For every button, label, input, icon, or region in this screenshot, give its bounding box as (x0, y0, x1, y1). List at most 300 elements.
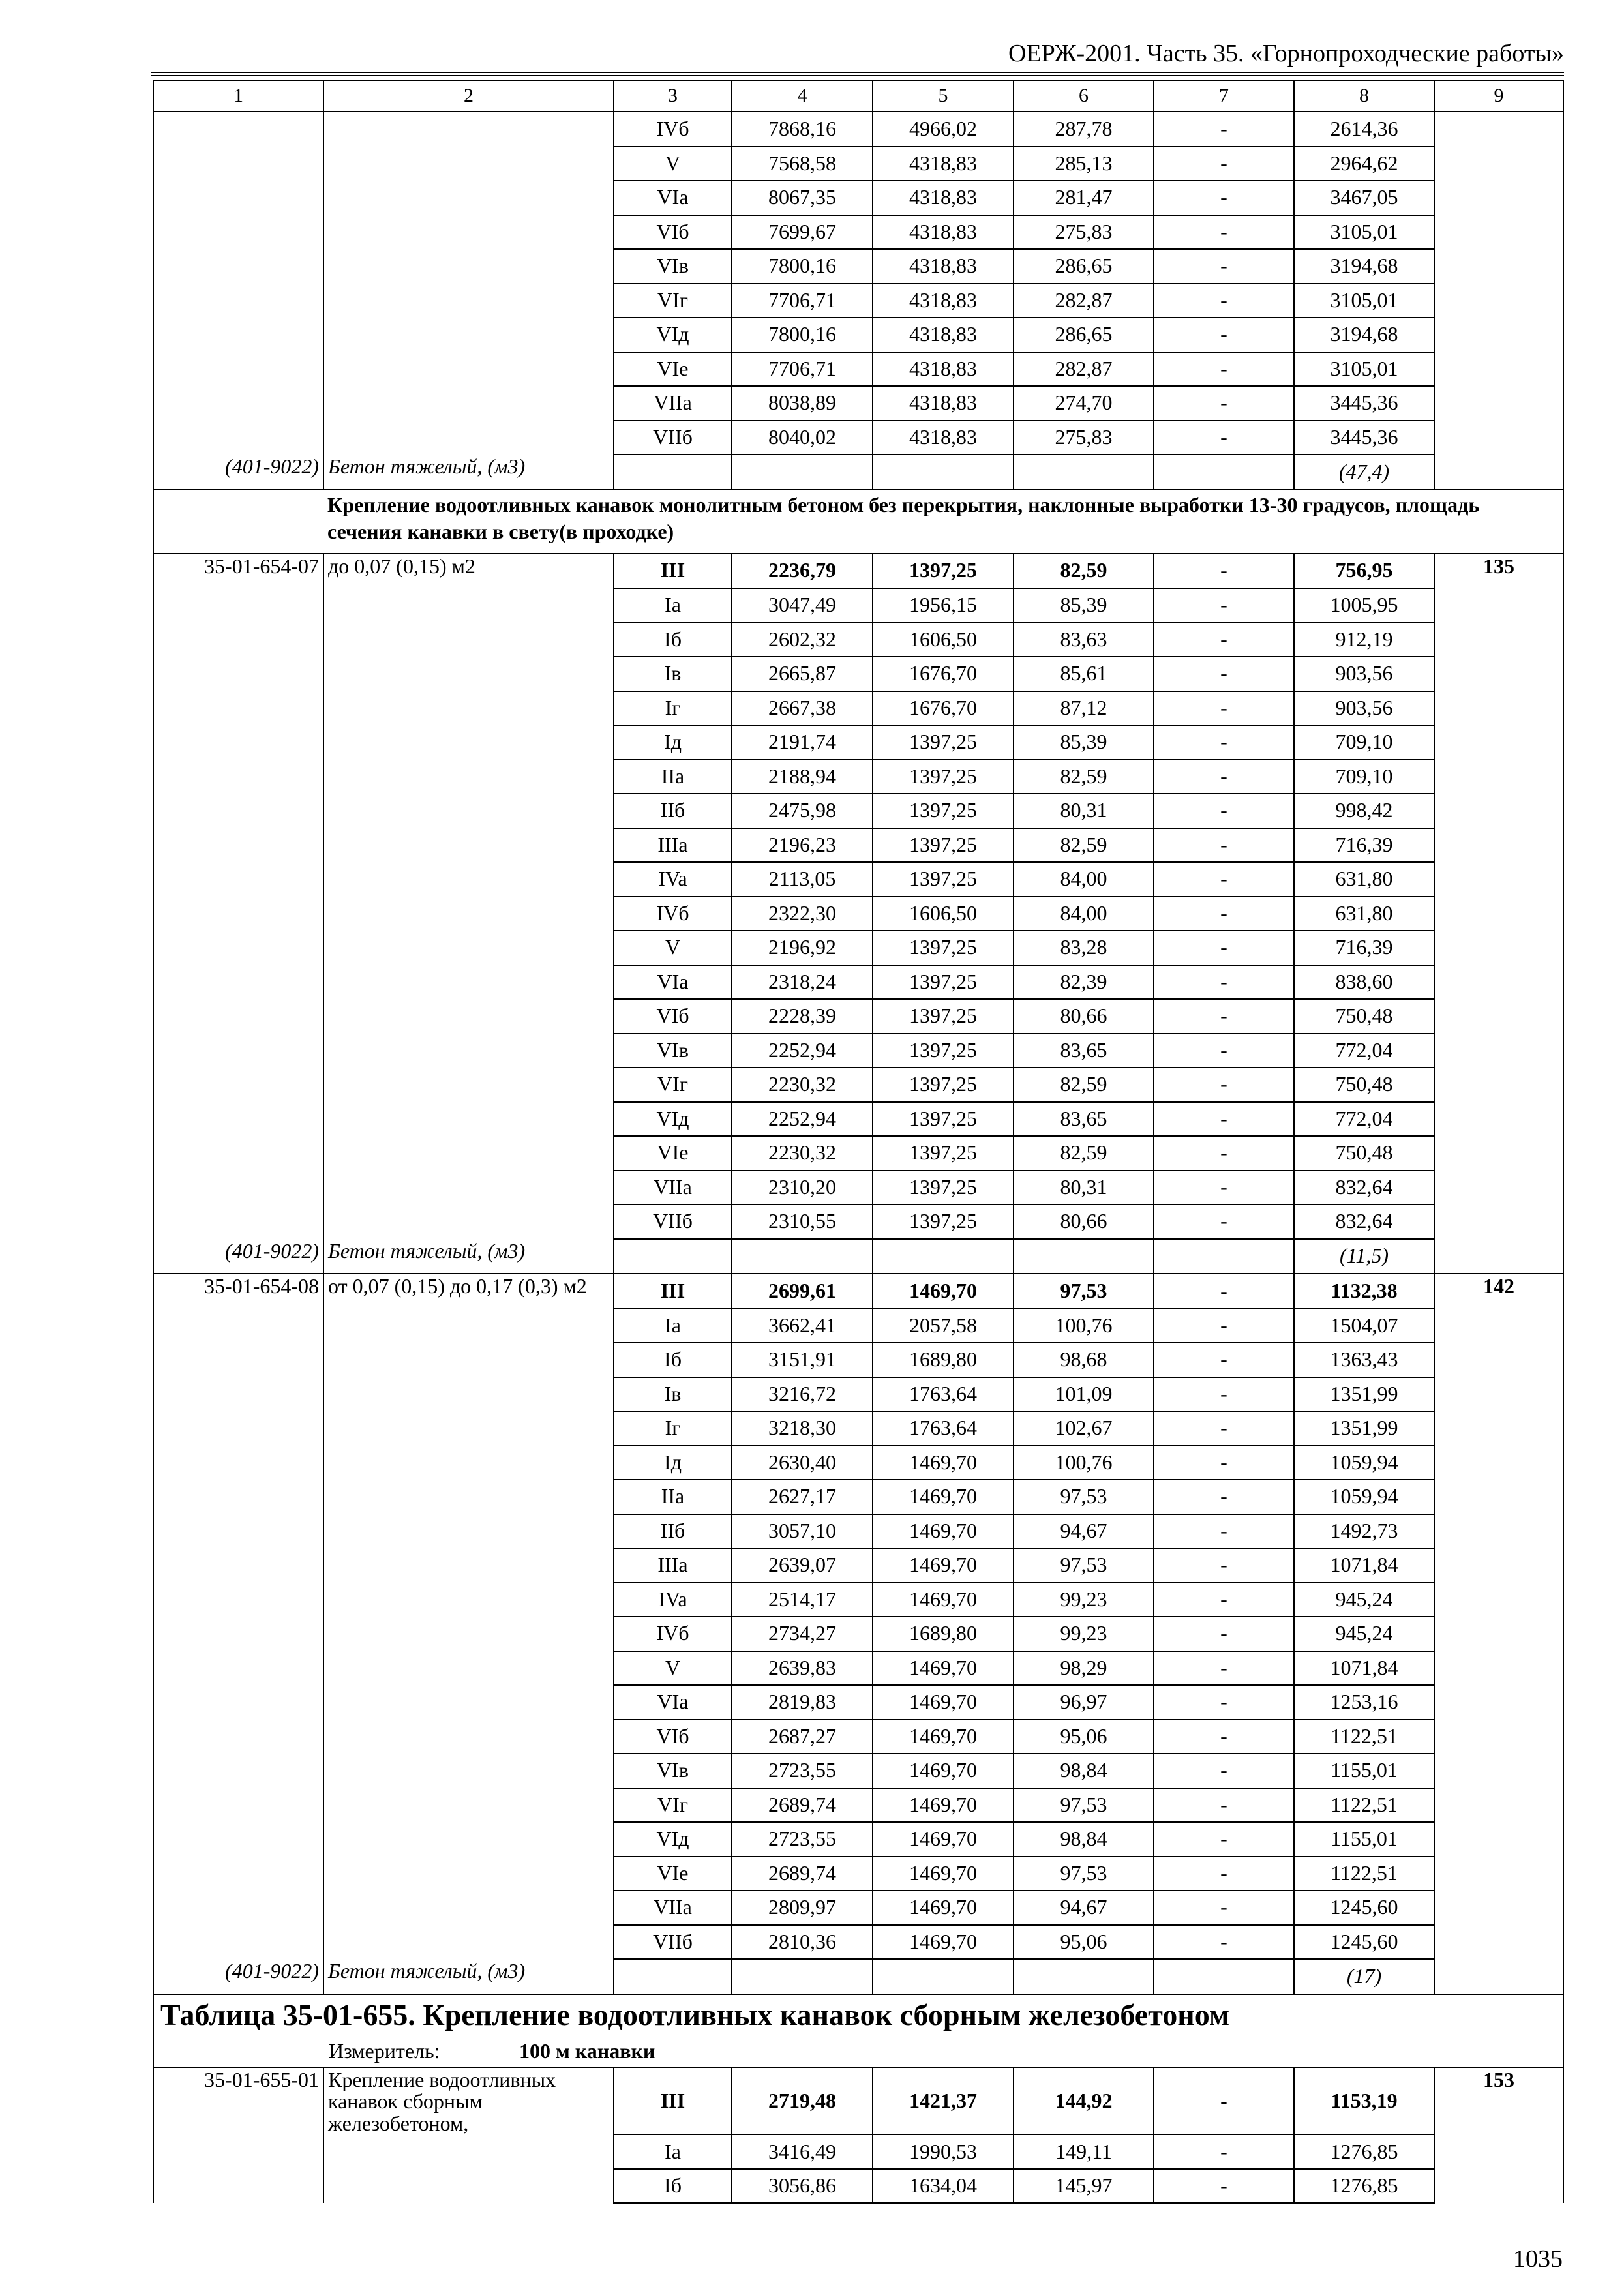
data-cell: 80,66 (1014, 1204, 1154, 1239)
resource-code: (401-9022) (153, 455, 323, 490)
table-row (153, 386, 1563, 421)
rate-code-cell (153, 897, 323, 931)
work-name-cell (323, 147, 614, 181)
data-cell: VIд (614, 1822, 732, 1857)
data-cell: 7706,71 (732, 284, 873, 318)
data-cell: 3151,91 (732, 1343, 873, 1377)
data-cell: Ia (614, 2134, 732, 2169)
data-cell: Iб (614, 2169, 732, 2204)
data-cell: 4318,83 (873, 421, 1014, 455)
data-cell: 1469,70 (873, 1514, 1014, 1549)
table-row (153, 1788, 1563, 1823)
resource-code: (401-9022) (153, 1239, 323, 1274)
col9-cell (1434, 215, 1563, 250)
data-cell: Ia (614, 1309, 732, 1343)
data-cell: 1245,60 (1294, 1925, 1434, 1960)
data-cell: III (614, 554, 732, 589)
work-name-cell (323, 794, 614, 828)
table-row (153, 1171, 1563, 1205)
data-cell: 7706,71 (732, 352, 873, 387)
rate-code-cell (153, 1068, 323, 1102)
data-cell: 1990,53 (873, 2134, 1014, 2169)
data-cell: 2196,23 (732, 828, 873, 863)
data-cell: 95,06 (1014, 1925, 1154, 1960)
data-cell: - (1154, 1309, 1294, 1343)
data-cell: 2310,55 (732, 1204, 873, 1239)
data-cell: 3047,49 (732, 588, 873, 623)
rate-code-cell (153, 862, 323, 897)
table-row (153, 1720, 1563, 1754)
work-name-cell (323, 862, 614, 897)
data-cell: 100,76 (1014, 1309, 1154, 1343)
data-cell: 1122,51 (1294, 1857, 1434, 1891)
rate-code-cell (153, 1754, 323, 1788)
data-cell: 99,23 (1014, 1583, 1154, 1617)
data-cell: 80,31 (1014, 1171, 1154, 1205)
data-cell: - (1154, 1754, 1294, 1788)
work-name-cell (323, 1204, 614, 1239)
table-row (153, 1102, 1563, 1137)
column-number: 2 (323, 80, 614, 112)
rate-code-cell: 35-01-654-08 (153, 1274, 323, 1309)
data-cell: 1469,70 (873, 1480, 1014, 1514)
table-row (153, 1822, 1563, 1857)
data-cell: 2614,36 (1294, 112, 1434, 147)
data-cell: - (1154, 588, 1294, 623)
column-number: 9 (1434, 80, 1563, 112)
col9-cell (1434, 386, 1563, 421)
running-header: ОЕРЖ-2001. Часть 35. «Горнопроходческие работы» (1008, 40, 1564, 67)
col9-cell (1434, 1480, 1563, 1514)
data-cell: Iб (614, 623, 732, 657)
col9-cell (1434, 1788, 1563, 1823)
col9-cell (1434, 1617, 1563, 1651)
data-cell: III (614, 1274, 732, 1309)
data-cell: 903,56 (1294, 691, 1434, 726)
data-cell: 3105,01 (1294, 215, 1434, 250)
col9-cell (1434, 1548, 1563, 1583)
work-name-cell (323, 1377, 614, 1412)
data-cell: 1071,84 (1294, 1651, 1434, 1686)
table-row (153, 1548, 1563, 1583)
data-cell: 631,80 (1294, 897, 1434, 931)
data-cell: 1469,70 (873, 1548, 1014, 1583)
col9-cell (1434, 112, 1563, 147)
data-cell: 2514,17 (732, 1583, 873, 1617)
data-cell: 84,00 (1014, 862, 1154, 897)
data-cell: 3416,49 (732, 2134, 873, 2169)
data-cell: 275,83 (1014, 421, 1154, 455)
work-name-cell (323, 931, 614, 965)
data-cell: 2665,87 (732, 657, 873, 691)
col9-cell (1434, 691, 1563, 726)
table-row (153, 828, 1563, 863)
data-cell: 1397,25 (873, 725, 1014, 760)
table-row (153, 623, 1563, 657)
data-cell: 750,48 (1294, 999, 1434, 1034)
work-name-cell (323, 215, 614, 250)
resource-qty: (17) (1294, 1959, 1434, 1994)
table-row (153, 1068, 1563, 1102)
data-cell: - (1154, 421, 1294, 455)
col9-cell (1434, 760, 1563, 794)
work-name-cell (323, 1171, 614, 1205)
col9-cell (1434, 318, 1563, 352)
work-name-cell (323, 1788, 614, 1823)
work-name-cell (323, 1720, 614, 1754)
data-cell: 3218,30 (732, 1411, 873, 1446)
data-cell: 97,53 (1014, 1480, 1154, 1514)
col9-cell (1434, 1891, 1563, 1925)
table-row (153, 1034, 1563, 1068)
col9-cell (1434, 1754, 1563, 1788)
rate-code-cell: 35-01-654-07 (153, 554, 323, 589)
data-cell: 750,48 (1294, 1068, 1434, 1102)
data-cell: VIе (614, 1136, 732, 1171)
resource-code: (401-9022) (153, 1959, 323, 1994)
table-row (153, 1891, 1563, 1925)
table-row (153, 1377, 1563, 1412)
data-cell: - (1154, 1651, 1294, 1686)
work-name-cell: до 0,07 (0,15) м2 (323, 554, 614, 589)
data-cell: Iв (614, 1377, 732, 1412)
data-cell: 1469,70 (873, 1891, 1014, 1925)
data-cell: 7568,58 (732, 147, 873, 181)
empty-cell (873, 1239, 1014, 1274)
data-cell: 1504,07 (1294, 1309, 1434, 1343)
data-cell: - (1154, 284, 1294, 318)
rate-code-cell (153, 725, 323, 760)
section-description: Крепление водоотливных канавок монолитным бетоном без перекрытия, наклонные выработки 13-30 градусов, площадь сечения канавки в свету(в проходке) (323, 490, 1563, 554)
data-cell: 998,42 (1294, 794, 1434, 828)
data-cell: 1005,95 (1294, 588, 1434, 623)
data-cell: 1132,38 (1294, 1274, 1434, 1309)
resource-name: Бетон тяжелый, (м3) (323, 1959, 614, 1994)
data-cell: - (1154, 181, 1294, 215)
col9-cell (1434, 1204, 1563, 1239)
rate-code-cell (153, 1685, 323, 1720)
column-number: 6 (1014, 80, 1154, 112)
col9-cell (1434, 181, 1563, 215)
data-cell: - (1154, 760, 1294, 794)
data-cell: - (1154, 249, 1294, 284)
data-cell: 2318,24 (732, 965, 873, 1000)
table-row (153, 1583, 1563, 1617)
table-row (153, 657, 1563, 691)
data-cell: 3216,72 (732, 1377, 873, 1412)
data-cell: 1469,70 (873, 1857, 1014, 1891)
data-cell: 2819,83 (732, 1685, 873, 1720)
work-name-cell (323, 352, 614, 387)
data-cell: 716,39 (1294, 931, 1434, 965)
work-name-cell (323, 1925, 614, 1960)
data-cell: 1763,64 (873, 1411, 1014, 1446)
data-cell: 2627,17 (732, 1480, 873, 1514)
column-number: 1 (153, 80, 323, 112)
data-cell: - (1154, 828, 1294, 863)
col9-cell (1434, 1034, 1563, 1068)
rate-code-cell (153, 2169, 323, 2204)
col9-cell (1434, 1925, 1563, 1960)
rate-code-cell (153, 1343, 323, 1377)
data-cell: 3662,41 (732, 1309, 873, 1343)
data-cell: 1676,70 (873, 657, 1014, 691)
data-cell: 1397,25 (873, 1204, 1014, 1239)
col9-cell (1434, 1411, 1563, 1446)
empty-cell (732, 1959, 873, 1994)
data-cell: 3105,01 (1294, 284, 1434, 318)
rate-code-cell (153, 691, 323, 726)
rate-code-cell (153, 1788, 323, 1823)
col9-cell (1434, 1102, 1563, 1137)
data-cell: VIб (614, 999, 732, 1034)
data-cell: - (1154, 318, 1294, 352)
table-title: Таблица 35-01-655. Крепление водоотливных канавок сборным железобетоном (153, 1994, 1563, 2037)
rate-code-cell (153, 1925, 323, 1960)
col9-cell (1434, 623, 1563, 657)
rate-code-cell (153, 1377, 323, 1412)
data-cell: 1469,70 (873, 1685, 1014, 1720)
data-cell: 1397,25 (873, 794, 1014, 828)
work-name-cell (323, 1583, 614, 1617)
column-number: 7 (1154, 80, 1294, 112)
data-cell: 750,48 (1294, 1136, 1434, 1171)
col9-cell (1434, 2134, 1563, 2169)
data-cell: - (1154, 1102, 1294, 1137)
data-cell: - (1154, 1822, 1294, 1857)
table-row (153, 2134, 1563, 2169)
data-cell: 82,59 (1014, 1136, 1154, 1171)
data-cell: 281,47 (1014, 181, 1154, 215)
data-cell: 4318,83 (873, 386, 1014, 421)
data-cell: 99,23 (1014, 1617, 1154, 1651)
data-cell: 1153,19 (1294, 2067, 1434, 2135)
rate-code-cell (153, 1514, 323, 1549)
data-cell: VIв (614, 1034, 732, 1068)
work-name-cell (323, 691, 614, 726)
col9-cell (1434, 1857, 1563, 1891)
header-rule-2 (151, 75, 1564, 76)
rate-code-cell (153, 1651, 323, 1686)
resource-name: Бетон тяжелый, (м3) (323, 1239, 614, 1274)
col9-cell (1434, 352, 1563, 387)
data-cell: 80,66 (1014, 999, 1154, 1034)
data-cell: 1606,50 (873, 623, 1014, 657)
measure-cell (153, 2037, 1563, 2067)
data-cell: VIIa (614, 1171, 732, 1205)
data-cell: - (1154, 1136, 1294, 1171)
column-number: 4 (732, 80, 873, 112)
rate-code-cell (153, 623, 323, 657)
data-cell: VIг (614, 284, 732, 318)
data-cell: IVб (614, 112, 732, 147)
data-cell: 2230,32 (732, 1136, 873, 1171)
data-cell: VIе (614, 352, 732, 387)
column-number-row (153, 80, 1563, 112)
data-cell: 1245,60 (1294, 1891, 1434, 1925)
data-cell: - (1154, 1617, 1294, 1651)
table-row (153, 1925, 1563, 1960)
data-cell: - (1154, 725, 1294, 760)
table-row (153, 215, 1563, 250)
work-name-cell (323, 421, 614, 455)
data-cell: 1397,25 (873, 1068, 1014, 1102)
data-cell: 1689,80 (873, 1343, 1014, 1377)
data-cell: 82,59 (1014, 760, 1154, 794)
data-cell: 1397,25 (873, 862, 1014, 897)
table-row (153, 1446, 1563, 1480)
data-cell: 149,11 (1014, 2134, 1154, 2169)
data-cell: 1469,70 (873, 1754, 1014, 1788)
data-cell: 1122,51 (1294, 1788, 1434, 1823)
rate-code-cell (153, 318, 323, 352)
data-cell: - (1154, 1514, 1294, 1549)
rate-code-cell (153, 215, 323, 250)
data-cell: 1397,25 (873, 931, 1014, 965)
work-name-cell (323, 828, 614, 863)
data-cell: IVa (614, 1583, 732, 1617)
empty-cell (1014, 1959, 1154, 1994)
rate-code-cell (153, 352, 323, 387)
data-cell: 2667,38 (732, 691, 873, 726)
data-cell: 98,29 (1014, 1651, 1154, 1686)
table-row (153, 284, 1563, 318)
data-cell: - (1154, 1377, 1294, 1412)
work-name-cell (323, 1548, 614, 1583)
data-cell: 1469,70 (873, 1788, 1014, 1823)
table-row (153, 931, 1563, 965)
data-cell: Iд (614, 725, 732, 760)
work-name-cell (323, 999, 614, 1034)
data-cell: 82,39 (1014, 965, 1154, 1000)
data-cell: 1351,99 (1294, 1377, 1434, 1412)
rate-code-cell (153, 760, 323, 794)
data-cell: 1155,01 (1294, 1754, 1434, 1788)
resource-qty: (11,5) (1294, 1239, 1434, 1274)
data-cell: 85,39 (1014, 588, 1154, 623)
rate-code-cell (153, 147, 323, 181)
table-row (153, 1274, 1563, 1309)
col9-cell (1434, 931, 1563, 965)
table-row (153, 897, 1563, 931)
col9-cell (1434, 2169, 1563, 2204)
data-cell: - (1154, 386, 1294, 421)
data-cell: 2964,62 (1294, 147, 1434, 181)
resource-name: Бетон тяжелый, (м3) (323, 455, 614, 490)
data-cell: 4318,83 (873, 181, 1014, 215)
data-cell: Iд (614, 1446, 732, 1480)
rate-code-cell (153, 1583, 323, 1617)
data-cell: VIв (614, 249, 732, 284)
rate-code-cell (153, 1034, 323, 1068)
data-cell: Iг (614, 691, 732, 726)
data-cell: - (1154, 1480, 1294, 1514)
measure-value: 100 м канавки (519, 2039, 655, 2063)
section-row (153, 490, 1563, 554)
data-cell: - (1154, 1171, 1294, 1205)
work-name-cell (323, 623, 614, 657)
col9-cell (1434, 1239, 1563, 1274)
rate-code-cell (153, 1411, 323, 1446)
empty-cell (614, 1239, 732, 1274)
data-cell: - (1154, 999, 1294, 1034)
work-name-cell (323, 1068, 614, 1102)
data-cell: 2228,39 (732, 999, 873, 1034)
data-cell: 83,65 (1014, 1034, 1154, 1068)
data-cell: 98,68 (1014, 1343, 1154, 1377)
data-cell: - (1154, 1685, 1294, 1720)
table-row (153, 794, 1563, 828)
data-cell: 8040,02 (732, 421, 873, 455)
data-cell: 82,59 (1014, 1068, 1154, 1102)
data-cell: 97,53 (1014, 1548, 1154, 1583)
data-cell: 85,61 (1014, 657, 1154, 691)
data-cell: 2639,07 (732, 1548, 873, 1583)
data-cell: 98,84 (1014, 1754, 1154, 1788)
data-cell: 2723,55 (732, 1754, 873, 1788)
data-cell: 3105,01 (1294, 352, 1434, 387)
data-cell: - (1154, 554, 1294, 589)
data-cell: 274,70 (1014, 386, 1154, 421)
data-cell: 4318,83 (873, 215, 1014, 250)
rate-code-cell (153, 112, 323, 147)
work-name-cell (323, 1857, 614, 1891)
work-name-cell (323, 386, 614, 421)
table-row (153, 1651, 1563, 1686)
data-cell: 2630,40 (732, 1446, 873, 1480)
data-cell: - (1154, 215, 1294, 250)
data-cell: 1059,94 (1294, 1480, 1434, 1514)
work-name-cell (323, 1136, 614, 1171)
data-cell: 8038,89 (732, 386, 873, 421)
table-row (153, 1685, 1563, 1720)
data-cell: 2809,97 (732, 1891, 873, 1925)
rate-code-cell (153, 1136, 323, 1171)
data-cell: 1469,70 (873, 1274, 1014, 1309)
data-cell: - (1154, 897, 1294, 931)
table-row (153, 1411, 1563, 1446)
data-cell: 1676,70 (873, 691, 1014, 726)
empty-cell (732, 1239, 873, 1274)
table-row (153, 862, 1563, 897)
data-cell: 282,87 (1014, 284, 1154, 318)
data-cell: VIг (614, 1068, 732, 1102)
data-cell: 2252,94 (732, 1102, 873, 1137)
data-cell: V (614, 1651, 732, 1686)
data-cell: - (1154, 623, 1294, 657)
work-name-cell (323, 284, 614, 318)
data-cell: 4318,83 (873, 284, 1014, 318)
data-cell: 1469,70 (873, 1925, 1014, 1960)
rate-code-cell: 35-01-655-01 (153, 2067, 323, 2135)
data-cell: - (1154, 1068, 1294, 1102)
data-cell: 832,64 (1294, 1204, 1434, 1239)
table-row (153, 588, 1563, 623)
table-row (153, 691, 1563, 726)
data-cell: - (1154, 112, 1294, 147)
data-cell: 772,04 (1294, 1102, 1434, 1137)
table-title-row (153, 1994, 1563, 2037)
data-cell: - (1154, 2067, 1294, 2135)
data-cell: IIa (614, 760, 732, 794)
table-row (153, 2067, 1563, 2135)
data-cell: - (1154, 1891, 1294, 1925)
data-cell: 2699,61 (732, 1274, 873, 1309)
table-row (153, 1480, 1563, 1514)
data-cell: 95,06 (1014, 1720, 1154, 1754)
data-cell: 1397,25 (873, 1136, 1014, 1171)
rate-code-cell (153, 657, 323, 691)
